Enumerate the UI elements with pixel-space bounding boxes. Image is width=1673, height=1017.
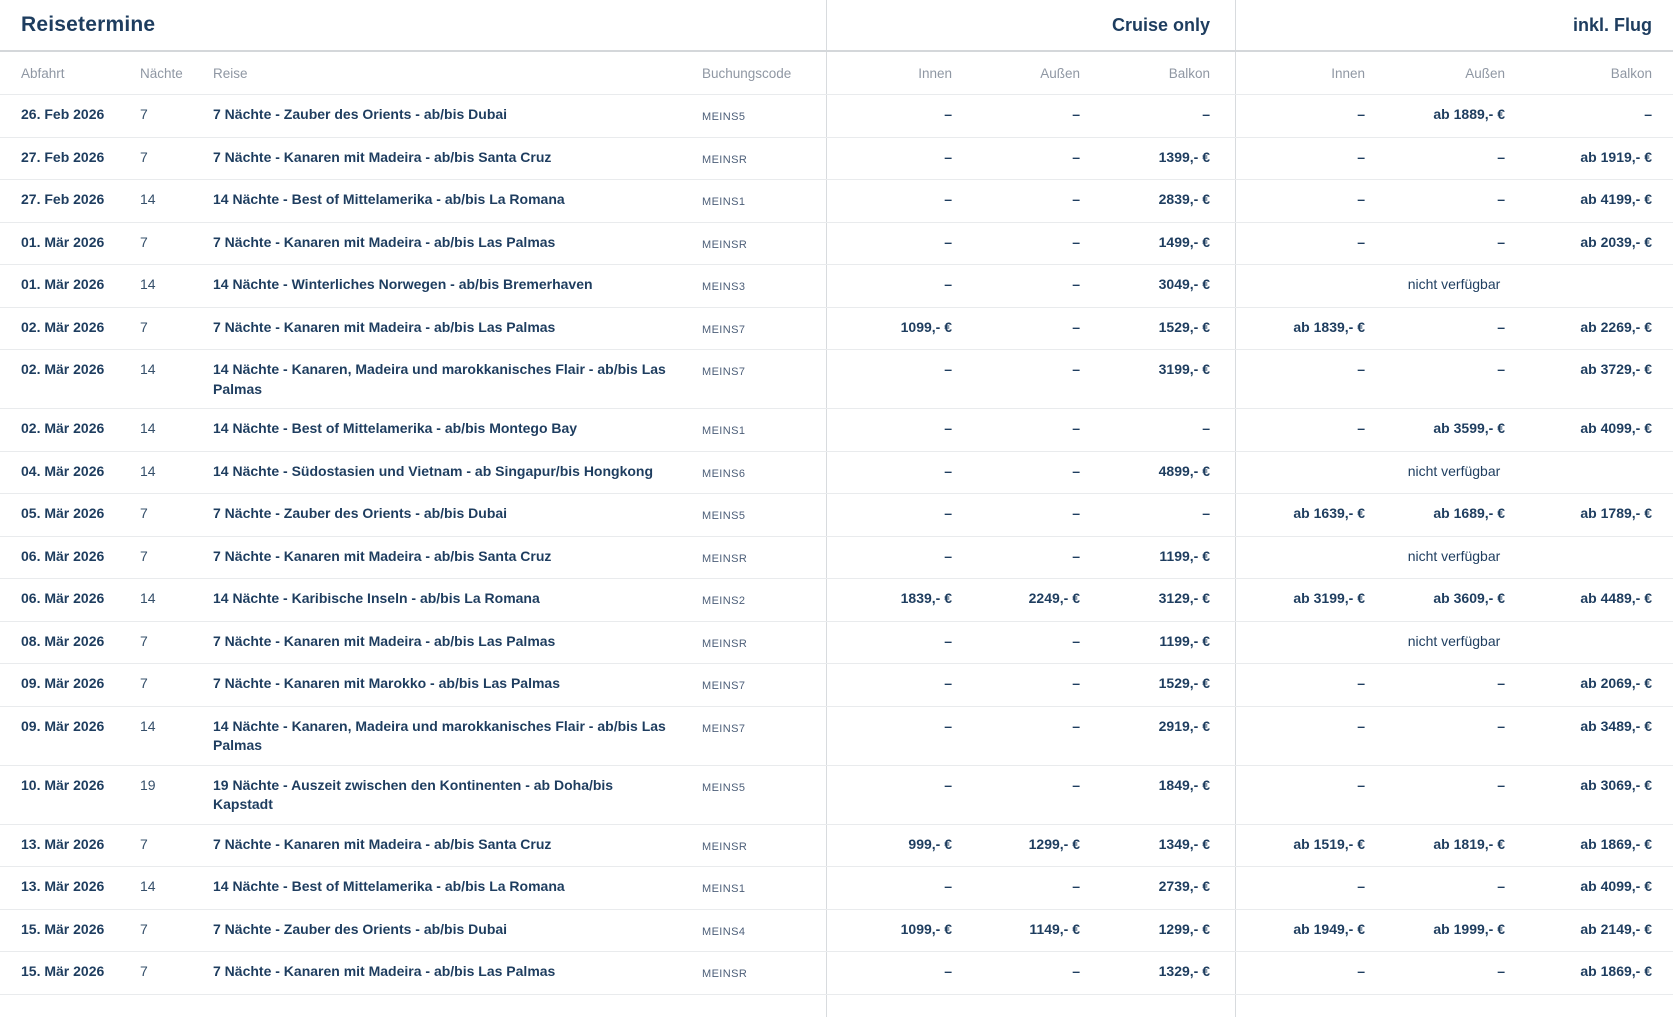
table-row[interactable] xyxy=(0,409,1673,452)
price-cruise-innen: – xyxy=(944,776,952,793)
price-flight-balkon[interactable]: ab 3489,- € xyxy=(1580,717,1652,734)
departure-date: 10. Mär 2026 xyxy=(21,776,105,793)
booking-code: MEINSR xyxy=(702,840,748,853)
price-cruise-innen: – xyxy=(944,878,952,894)
price-cruise-aussen: – xyxy=(1072,233,1080,250)
price-cruise-innen: – xyxy=(944,276,952,292)
departure-date: 13. Mär 2026 xyxy=(21,878,105,894)
price-cruise-aussen: – xyxy=(1072,632,1080,649)
price-flight-balkon[interactable]: ab 4489,- € xyxy=(1580,590,1652,606)
price-flight-balkon[interactable]: ab 2149,- € xyxy=(1580,920,1652,937)
price-flight-aussen: – xyxy=(1497,148,1505,165)
price-cruise-innen: – xyxy=(944,462,952,479)
price-flight-innen: – xyxy=(1357,717,1365,734)
departure-date: 01. Mär 2026 xyxy=(21,233,105,250)
table-row[interactable] xyxy=(0,867,1673,910)
price-cruise-aussen[interactable]: 1299,- € xyxy=(1028,835,1080,852)
price-cruise-aussen: – xyxy=(1072,361,1080,377)
booking-code: MEINSR xyxy=(702,637,748,650)
price-cruise-innen: – xyxy=(944,547,952,564)
price-cruise-balkon[interactable]: 4899,- € xyxy=(1158,462,1210,479)
price-flight-aussen[interactable]: ab 1889,- € xyxy=(1433,106,1505,122)
price-flight-balkon: – xyxy=(1644,106,1652,122)
column-header-naechte: Nächte xyxy=(140,65,183,81)
departure-date: 15. Mär 2026 xyxy=(21,963,105,979)
price-cruise-aussen: – xyxy=(1072,276,1080,292)
flight-not-available: nicht verfügbar xyxy=(1407,547,1501,564)
price-cruise-aussen: – xyxy=(1072,675,1080,691)
price-cruise-aussen[interactable]: 2249,- € xyxy=(1028,590,1080,606)
booking-code: MEINSR xyxy=(702,153,748,166)
flight-not-available: nicht verfügbar xyxy=(1407,276,1501,292)
price-flight-aussen: – xyxy=(1497,963,1505,979)
trip-title: 14 Nächte - Best of Mittelamerika - ab/bis Montego Bay xyxy=(213,420,578,436)
price-cruise-balkon[interactable]: 2839,- € xyxy=(1158,191,1210,207)
table-rows xyxy=(0,95,1673,995)
price-cruise-aussen: – xyxy=(1072,717,1080,734)
price-flight-innen[interactable]: ab 1519,- € xyxy=(1293,835,1365,852)
price-cruise-aussen: – xyxy=(1072,963,1080,979)
trip-title: 7 Nächte - Kanaren mit Marokko - ab/bis Las Palmas xyxy=(213,675,561,691)
price-cruise-innen[interactable]: 1839,- € xyxy=(900,590,952,606)
price-flight-innen: – xyxy=(1357,420,1365,436)
column-header-abfahrt: Abfahrt xyxy=(21,65,65,81)
price-flight-balkon[interactable]: ab 2069,- € xyxy=(1580,675,1652,691)
price-cruise-innen: – xyxy=(944,361,952,377)
title-bar xyxy=(0,0,1673,52)
price-flight-innen: – xyxy=(1357,878,1365,894)
departure-date: 02. Mär 2026 xyxy=(21,361,105,377)
nights-count: 7 xyxy=(140,233,148,250)
price-flight-aussen: – xyxy=(1497,776,1505,793)
column-header-flug-aussen: Außen xyxy=(1465,65,1505,81)
departure-date: 05. Mär 2026 xyxy=(21,505,105,521)
booking-code: MEINS7 xyxy=(702,323,746,336)
nights-count: 14 xyxy=(140,191,156,207)
price-flight-aussen[interactable]: ab 1999,- € xyxy=(1433,920,1505,937)
price-cruise-innen: – xyxy=(944,233,952,250)
flight-not-available: nicht verfügbar xyxy=(1407,632,1501,649)
price-cruise-innen: – xyxy=(944,632,952,649)
nights-count: 7 xyxy=(140,675,148,691)
price-flight-aussen: – xyxy=(1497,318,1505,335)
table-row[interactable] xyxy=(0,910,1673,953)
table-row[interactable] xyxy=(0,494,1673,537)
booking-code: MEINS3 xyxy=(702,281,746,293)
price-cruise-balkon[interactable]: 1349,- € xyxy=(1158,835,1210,852)
price-cruise-balkon[interactable]: 3199,- € xyxy=(1158,361,1210,377)
trip-title: 14 Nächte - Karibische Inseln - ab/bis La Romana xyxy=(213,590,540,606)
table-row[interactable] xyxy=(0,180,1673,223)
booking-code: MEINS7 xyxy=(702,366,746,378)
price-flight-balkon[interactable]: ab 2039,- € xyxy=(1580,233,1652,250)
nights-count: 14 xyxy=(140,717,156,734)
booking-code: MEINS7 xyxy=(702,722,746,735)
nights-count: 7 xyxy=(140,148,148,165)
departure-date: 27. Feb 2026 xyxy=(21,148,105,165)
price-flight-innen: – xyxy=(1357,776,1365,793)
price-cruise-innen[interactable]: 1099,- € xyxy=(900,920,952,937)
price-flight-balkon[interactable]: ab 3069,- € xyxy=(1580,776,1652,793)
page-title: Reisetermine xyxy=(21,13,156,36)
price-cruise-balkon: – xyxy=(1202,505,1210,521)
table-row[interactable] xyxy=(0,138,1673,181)
price-cruise-balkon[interactable]: 1529,- € xyxy=(1158,675,1210,691)
price-cruise-aussen: – xyxy=(1072,106,1080,122)
departure-date: 09. Mär 2026 xyxy=(21,717,105,734)
trip-title: 7 Nächte - Kanaren mit Madeira - ab/bis Las Palmas xyxy=(213,318,556,335)
trip-title: 19 Nächte - Auszeit zwischen den Kontinenten - ab Doha/bis Kapstadt xyxy=(213,776,614,812)
nights-count: 19 xyxy=(140,776,156,793)
table-row[interactable] xyxy=(0,664,1673,707)
price-flight-aussen: – xyxy=(1497,233,1505,250)
nights-count: 7 xyxy=(140,106,148,122)
departure-date: 02. Mär 2026 xyxy=(21,420,105,436)
price-flight-innen: – xyxy=(1357,191,1365,207)
price-cruise-innen: – xyxy=(944,420,952,436)
price-cruise-balkon[interactable]: 3049,- € xyxy=(1158,276,1210,292)
booking-code: MEINSR xyxy=(702,968,748,980)
table-row[interactable] xyxy=(0,452,1673,495)
price-cruise-innen: – xyxy=(944,106,952,122)
table-row[interactable] xyxy=(0,350,1673,409)
departure-date: 02. Mär 2026 xyxy=(21,318,105,335)
column-header-cruise-innen: Innen xyxy=(918,65,952,81)
price-flight-aussen: – xyxy=(1497,191,1505,207)
nights-count: 7 xyxy=(140,963,148,979)
price-flight-aussen: – xyxy=(1497,878,1505,894)
departure-date: 13. Mär 2026 xyxy=(21,835,105,852)
table-row[interactable] xyxy=(0,766,1673,825)
table-row[interactable] xyxy=(0,308,1673,351)
nights-count: 14 xyxy=(140,590,156,606)
nights-count: 7 xyxy=(140,632,148,649)
price-flight-aussen: – xyxy=(1497,717,1505,734)
departure-date: 06. Mär 2026 xyxy=(21,590,105,606)
price-cruise-innen: – xyxy=(944,505,952,521)
departure-date: 06. Mär 2026 xyxy=(21,547,105,564)
departure-date: 08. Mär 2026 xyxy=(21,632,105,649)
price-cruise-aussen: – xyxy=(1072,776,1080,793)
price-flight-aussen: – xyxy=(1497,675,1505,691)
price-flight-innen[interactable]: ab 1639,- € xyxy=(1293,505,1365,521)
price-cruise-innen: – xyxy=(944,675,952,691)
nights-count: 7 xyxy=(140,318,148,335)
price-flight-balkon[interactable]: ab 3729,- € xyxy=(1580,361,1652,377)
price-cruise-innen: – xyxy=(944,717,952,734)
price-cruise-innen: – xyxy=(944,191,952,207)
trip-title: 7 Nächte - Kanaren mit Madeira - ab/bis Santa Cruz xyxy=(213,148,552,165)
price-cruise-balkon[interactable]: 1499,- € xyxy=(1158,233,1210,250)
section-header-inkl-flug: inkl. Flug xyxy=(1573,14,1652,35)
price-flight-balkon[interactable]: ab 1869,- € xyxy=(1580,835,1652,852)
nights-count: 14 xyxy=(140,276,156,292)
nights-count: 7 xyxy=(140,505,148,521)
price-cruise-balkon[interactable]: 1849,- € xyxy=(1158,776,1210,793)
column-header-cruise-aussen: Außen xyxy=(1040,65,1080,81)
price-cruise-balkon[interactable]: 1329,- € xyxy=(1158,963,1210,979)
table-row[interactable] xyxy=(0,622,1673,665)
booking-code: MEINS1 xyxy=(702,196,746,208)
price-cruise-balkon: – xyxy=(1202,106,1210,122)
price-flight-balkon[interactable]: ab 1869,- € xyxy=(1580,963,1652,979)
price-cruise-balkon: – xyxy=(1202,420,1210,436)
table-row[interactable] xyxy=(0,223,1673,266)
booking-code: MEINS7 xyxy=(702,680,746,692)
price-cruise-aussen: – xyxy=(1072,420,1080,436)
price-flight-balkon[interactable]: ab 2269,- € xyxy=(1580,318,1652,335)
price-flight-innen[interactable]: ab 1949,- € xyxy=(1293,920,1365,937)
trip-title: 7 Nächte - Kanaren mit Madeira - ab/bis Las Palmas xyxy=(213,233,556,250)
price-cruise-innen: – xyxy=(944,963,952,979)
price-flight-innen: – xyxy=(1357,148,1365,165)
trip-title: 7 Nächte - Zauber des Orients - ab/bis Dubai xyxy=(213,106,508,122)
price-flight-innen[interactable]: ab 1839,- € xyxy=(1293,318,1365,335)
booking-code: MEINS1 xyxy=(702,883,746,895)
nights-count: 14 xyxy=(140,462,156,479)
price-cruise-balkon[interactable]: 1529,- € xyxy=(1158,318,1210,335)
trip-title: 7 Nächte - Kanaren mit Madeira - ab/bis Santa Cruz xyxy=(213,547,552,564)
nights-count: 7 xyxy=(140,920,148,937)
booking-code: MEINS5 xyxy=(702,111,746,123)
price-cruise-aussen: – xyxy=(1072,547,1080,564)
table-row[interactable] xyxy=(0,265,1673,308)
nights-count: 7 xyxy=(140,835,148,852)
price-flight-balkon[interactable]: ab 4199,- € xyxy=(1580,191,1652,207)
booking-code: MEINSR xyxy=(702,238,748,251)
price-flight-aussen[interactable]: ab 3609,- € xyxy=(1433,590,1505,606)
trip-title: 14 Nächte - Südostasien und Vietnam - ab Singapur/bis Hongkong xyxy=(213,462,654,479)
table-row[interactable] xyxy=(0,95,1673,138)
price-cruise-balkon[interactable]: 1199,- € xyxy=(1159,547,1210,564)
price-cruise-balkon[interactable]: 1199,- € xyxy=(1159,632,1210,649)
nights-count: 14 xyxy=(140,361,156,377)
section-header-cruise-only: Cruise only xyxy=(1111,14,1210,35)
trip-title: 14 Nächte - Kanaren, Madeira und marokkanisches Flair - ab/bis Las Palmas xyxy=(213,361,666,397)
nights-count: 14 xyxy=(140,420,156,436)
price-cruise-innen[interactable]: 999,- € xyxy=(908,835,952,852)
trip-title: 7 Nächte - Kanaren mit Madeira - ab/bis Las Palmas xyxy=(213,632,556,649)
price-cruise-innen[interactable]: 1099,- € xyxy=(900,318,952,335)
column-header-reise: Reise xyxy=(213,65,248,81)
departure-date: 09. Mär 2026 xyxy=(21,675,105,691)
departure-date: 04. Mär 2026 xyxy=(21,462,105,479)
price-cruise-balkon[interactable]: 3129,- € xyxy=(1158,590,1210,606)
price-cruise-aussen: – xyxy=(1072,148,1080,165)
trip-title: 7 Nächte - Kanaren mit Madeira - ab/bis Las Palmas xyxy=(213,963,556,979)
trip-title: 14 Nächte - Best of Mittelamerika - ab/bis La Romana xyxy=(213,191,565,207)
price-flight-innen: – xyxy=(1357,233,1365,250)
price-flight-aussen[interactable]: ab 1819,- € xyxy=(1433,835,1505,852)
price-flight-innen: – xyxy=(1357,963,1365,979)
booking-code: MEINSR xyxy=(702,552,748,565)
price-cruise-balkon[interactable]: 2739,- € xyxy=(1158,878,1210,894)
trip-title: 7 Nächte - Zauber des Orients - ab/bis Dubai xyxy=(213,920,508,937)
departure-date: 15. Mär 2026 xyxy=(21,920,105,937)
price-cruise-aussen: – xyxy=(1072,878,1080,894)
price-flight-balkon[interactable]: ab 4099,- € xyxy=(1580,420,1652,436)
booking-code: MEINS4 xyxy=(702,925,746,938)
price-flight-balkon[interactable]: ab 1789,- € xyxy=(1580,505,1652,521)
price-cruise-balkon[interactable]: 1299,- € xyxy=(1158,920,1210,937)
price-flight-aussen: – xyxy=(1497,361,1505,377)
price-flight-innen: – xyxy=(1357,361,1365,377)
table-row[interactable] xyxy=(0,579,1673,622)
departure-date: 26. Feb 2026 xyxy=(21,106,105,122)
departure-date: 27. Feb 2026 xyxy=(21,191,105,207)
price-cruise-aussen: – xyxy=(1072,505,1080,521)
price-flight-innen: – xyxy=(1357,106,1365,122)
trip-title: 14 Nächte - Kanaren, Madeira und marokkanisches Flair - ab/bis Las Palmas xyxy=(213,717,666,753)
nights-count: 7 xyxy=(140,547,148,564)
price-cruise-aussen: – xyxy=(1072,462,1080,479)
price-flight-balkon[interactable]: ab 4099,- € xyxy=(1580,878,1652,894)
trip-title: 7 Nächte - Kanaren mit Madeira - ab/bis Santa Cruz xyxy=(213,835,552,852)
booking-code: MEINS1 xyxy=(702,425,746,437)
column-header-flug-innen: Innen xyxy=(1331,65,1365,81)
price-flight-innen[interactable]: ab 3199,- € xyxy=(1293,590,1365,606)
booking-code: MEINS6 xyxy=(702,467,746,480)
trip-title: 14 Nächte - Winterliches Norwegen - ab/bis Bremerhaven xyxy=(213,276,593,292)
column-header-flug-balkon: Balkon xyxy=(1610,65,1652,81)
booking-code: MEINS2 xyxy=(702,595,746,607)
column-header-buchungscode: Buchungscode xyxy=(702,65,792,81)
price-cruise-balkon[interactable]: 1399,- € xyxy=(1158,148,1210,165)
column-header-cruise-balkon: Balkon xyxy=(1168,65,1210,81)
booking-code: MEINS5 xyxy=(702,510,746,522)
price-cruise-balkon[interactable]: 2919,- € xyxy=(1158,717,1210,734)
booking-code: MEINS5 xyxy=(702,781,746,794)
price-flight-innen: – xyxy=(1357,675,1365,691)
price-flight-aussen[interactable]: ab 1689,- € xyxy=(1433,505,1505,521)
flight-not-available: nicht verfügbar xyxy=(1407,462,1501,479)
trip-title: 14 Nächte - Best of Mittelamerika - ab/bis La Romana xyxy=(213,878,565,894)
table-row[interactable] xyxy=(0,537,1673,580)
price-flight-balkon[interactable]: ab 1919,- € xyxy=(1580,148,1652,165)
trip-title: 7 Nächte - Zauber des Orients - ab/bis Dubai xyxy=(213,505,508,521)
price-cruise-aussen[interactable]: 1149,- € xyxy=(1029,920,1080,937)
price-cruise-innen: – xyxy=(944,148,952,165)
price-flight-aussen[interactable]: ab 3599,- € xyxy=(1433,420,1505,436)
table-row[interactable] xyxy=(0,952,1673,995)
nights-count: 14 xyxy=(140,878,156,894)
price-cruise-aussen: – xyxy=(1072,191,1080,207)
table-row[interactable] xyxy=(0,707,1673,766)
table-row[interactable] xyxy=(0,825,1673,868)
departure-date: 01. Mär 2026 xyxy=(21,276,105,292)
price-cruise-aussen: – xyxy=(1072,318,1080,335)
column-header-row xyxy=(0,52,1673,95)
